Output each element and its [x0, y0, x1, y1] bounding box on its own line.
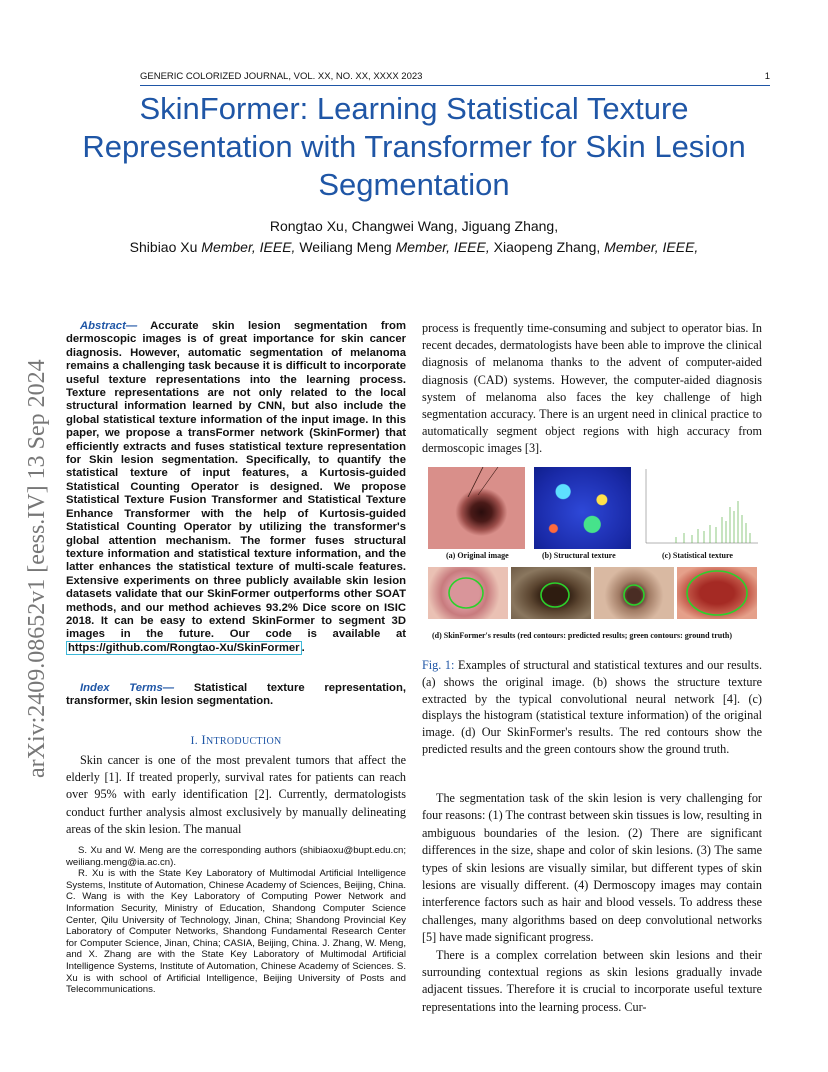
figure-caption-text: Examples of structural and statistical textures and our results. (a) shows the original image. (b) shows the structure texture extracted by the typical convolutional neural network [4]. (c) displays the histogram (statistical texture information) of the original image. (d) Our SkinFormer's results. The red contours show the predicted results and the green contours show the ground truth.	[422, 658, 762, 756]
section-heading	[66, 732, 406, 748]
histogram-bars	[676, 501, 750, 543]
result-image-3	[594, 567, 674, 619]
original-image	[428, 467, 525, 549]
code-link[interactable]: https://github.com/Rongtao-Xu/SkinFormer	[68, 641, 300, 654]
index-terms-label: Index Terms—	[80, 682, 175, 694]
authors-line-2	[60, 237, 768, 258]
section-numeral: I.	[190, 733, 202, 747]
index-terms	[66, 682, 406, 709]
result-image-2	[511, 567, 591, 619]
arxiv-stamp	[14, 288, 54, 778]
intro-paragraph: Skin cancer is one of the most prevalent tumors that affect the elderly [1]. If treated properly, survival rates for patients can reach over 95% with early identification [2]. Currently, dermatologists conduct further analysis almost exclusively by manually delineating areas of the skin lesion. The manual	[66, 753, 406, 836]
subfig-d-label: (d) SkinFormer's results (red contours: predicted results; green contours: ground truth)	[432, 631, 732, 640]
author-name: Xiaopeng Zhang,	[489, 239, 605, 255]
header-rule	[140, 85, 770, 86]
journal-name: GENERIC COLORIZED JOURNAL, VOL. XX, NO. XX, XXXX 2023	[140, 71, 423, 82]
subfig-c-label: (c) Statistical texture	[662, 551, 733, 560]
authors-line-1: Rongtao Xu, Changwei Wang, Jiguang Zhang,	[269, 218, 559, 234]
index-terms-text: Statistical texture representation, transformer, skin lesion segmentation.	[66, 682, 406, 708]
figure-caption	[422, 657, 762, 758]
body-paragraph-1: The segmentation task of the skin lesion is very challenging for four reasons: (1) The contrast between skin tissues is low, resulting in ambiguous boundaries of the lesion. (2) There are significant differences in the size, shape and color of skin lesions. (3) The same types of skin lesions are visually similar, but different types of skin lesions are visually different. (4) Dermoscopy images may contain interference factors such as hair and blood vessels. To address these challenges, many algorithms based on deep convolutional networks [5] have made significant progress.	[422, 791, 762, 945]
author-affil: Member, IEEE,	[395, 239, 490, 255]
result-image-1	[428, 567, 508, 619]
paper-title: SkinFormer: Learning Statistical Texture Representation with Transformer for Skin Lesion Segmentation	[82, 91, 746, 202]
body-paragraph-2: There is a complex correlation between skin lesions and their surrounding contextual regions as skin lesions gradually invade adjacent tissues. Therefore it is crucial to incorporate useful texture representations into the learning process. Cur-	[422, 947, 762, 1014]
abstract-end: .	[301, 641, 305, 654]
subfig-a-label: (a) Original image	[446, 551, 509, 560]
right-column-intro: process is frequently time-consuming and subject to operator bias. In recent decades, dermatologists have been able to improve the clinical diagnosis of melanoma thanks to the advent of computer-aided diagnosis (CAD) systems. However, the computer-aided diagnosis system of melanoma also faces the key challenge of high segmentation accuracy. There is an urgent need in clinical practice to automatically segment object regions with high accuracy from dermoscopic images [3].	[422, 321, 762, 456]
page-number: 1	[764, 71, 770, 82]
result-image-4	[677, 567, 757, 619]
author-name: Shibiao Xu	[129, 239, 202, 255]
right-column-body	[422, 790, 762, 1016]
figure-label: Fig. 1:	[422, 658, 455, 672]
abstract	[66, 320, 406, 655]
author-list	[60, 216, 768, 258]
footnotes	[66, 845, 406, 996]
footnote-corresponding: S. Xu and W. Meng are the corresponding authors (shibiaoxu@bupt.edu.cn; weiliang.meng@ia.ac.cn).	[66, 845, 406, 868]
section-title-rest: NTRODUCTION	[206, 736, 282, 747]
structural-texture-map	[534, 467, 631, 549]
running-header	[140, 71, 770, 82]
footnote-affiliations: R. Xu is with the State Key Laboratory of Multimodal Artificial Intelligence Systems, Institute of Automation, Chinese Academy of Sciences, Beijing, China. C. Wang is with the Key Laboratory of Computing Power Network and Information Security, Ministry of Education, Shandong Computer Science Center, Qilu University of Technology, Jinan, China; Shandong Provincial Key Laboratory of Computer Networks, Shandong Fundamental Research Center for Computer Science, Jinan, China; CASIA, Beijing, China. J. Zhang, W. Meng, and X. Zhang are with the State Key Laboratory of Multimodal Artificial Intelligence Systems, Institute of Automation, Chinese Academy of Sciences. S. Xu is with school of Artificial Intelligence, Beijing University of Posts and Telecommunications.	[66, 868, 406, 996]
abstract-label: Abstract—	[80, 320, 138, 332]
author-affil: Member, IEEE,	[604, 239, 699, 255]
figure-1	[422, 463, 762, 643]
author-affil: Member, IEEE,	[201, 239, 296, 255]
arxiv-identifier: arXiv:2409.08652v1 [eess.IV] 13 Sep 2024	[24, 359, 50, 778]
subfig-b-label: (b) Structural texture	[542, 551, 616, 560]
statistical-texture-histogram	[636, 467, 760, 549]
abstract-text: Accurate skin lesion segmentation from dermoscopic images is of great importance for skin cancer diagnosis. However, automatic segmentation of melanoma remains a challenging task because it is difficult to incorporate useful texture representations into the learning process. Texture representations are not only related to the local structural information learned by CNN, but also include the global statistical texture information of the input image. In this paper, we propose a transFormer network (SkinFormer) that efficiently extracts and fuses statistical texture representation for Skin lesion segmentation. Specifically, to quantify the statistical texture of input features, a Kurtosis-guided Statistical Counting Operator is designed. We propose Statistical Texture Fusion Transformer and Statistical Texture Enhance Transformer with the help of Kurtosis-guided Statistical Counting Operator by utilizing the transformer's global attention mechanism. The former fuses structural texture information and statistical texture information, and the latter enhances the statistical texture of multi-scale features. Extensive experiments on three publicly available skin lesion datasets validate that our SkinFormer outperforms other SOAT methods, and our method achieves 93.2% Dice score on ISIC 2018. It can be easy to extend SkinFormer to segment 3D images in the future. Our code is available at	[66, 320, 406, 641]
author-name: Weiliang Meng	[295, 239, 396, 255]
section-title-initial: I	[201, 732, 206, 747]
